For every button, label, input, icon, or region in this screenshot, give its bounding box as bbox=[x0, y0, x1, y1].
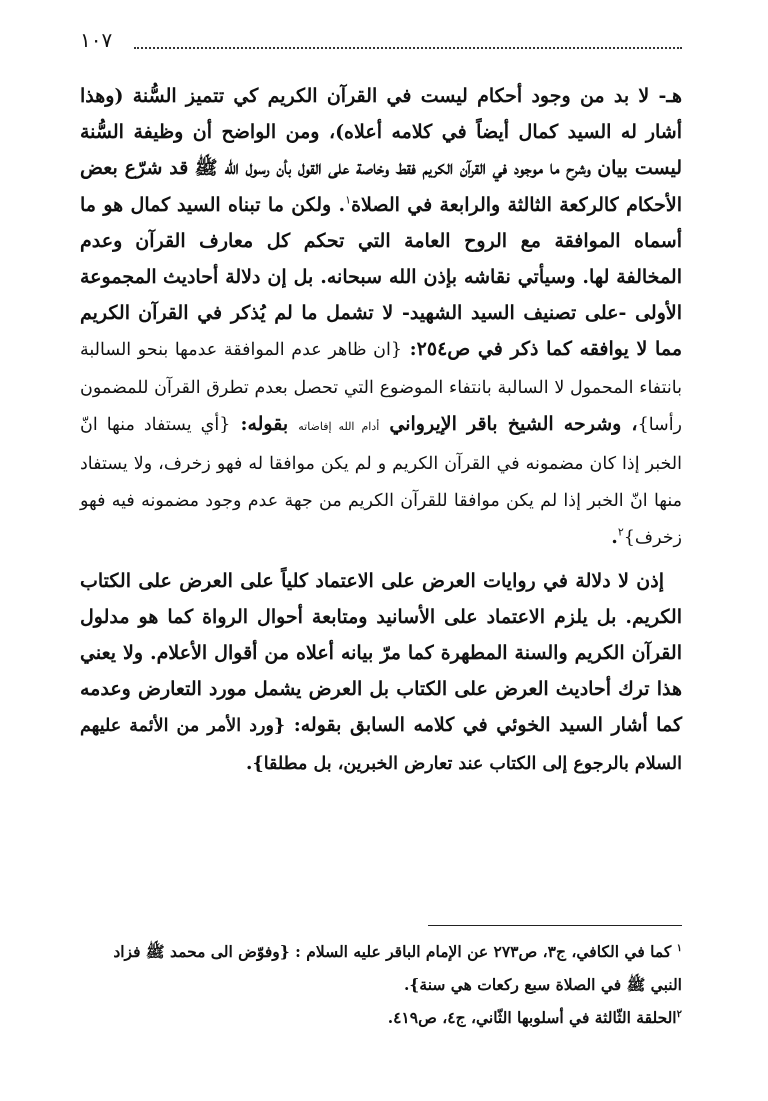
paragraph-1-line-5: كمال هو ما أسماه الموافقة مع الروح العامة التي تحكم كل معارف القرآن bbox=[80, 193, 682, 252]
paragraph-2-end: . bbox=[245, 751, 253, 774]
paragraph-1-line-1: هـ- لا بد من وجود أحكام ليست في القرآن الكريم كي تتميز السُّنة (وهذا أشار bbox=[80, 85, 682, 144]
main-text bbox=[80, 78, 682, 782]
paragraph-1-line-4b: . ولكن ما تبناه السيد bbox=[176, 193, 346, 216]
footnote-1-number: ١ bbox=[676, 942, 682, 954]
paragraph-1-line-3: وشرح ما موجود في القرآن الكريم فقط وخاصة على القول بأن رسول الله ﷺ bbox=[194, 157, 591, 180]
footnote-2-number: ٢ bbox=[676, 1008, 682, 1020]
paragraph-1-biqawlihi: بقوله: bbox=[230, 412, 299, 435]
paragraph-1 bbox=[80, 78, 682, 557]
footnote-separator bbox=[428, 925, 682, 926]
paragraph-2-text: إذن لا دلالة في روايات العرض على الاعتماد كلياً على العرض على الكتاب الكريم. بل يلزم الاعتماد على الأسانيد ومتابعة أحوال الرواة كما هو مدلول القرآن الكريم والسنة المطهرة كما مرّ بيانه أعلاه من أقوال الأعلام. ولا يعني هذا ترك أحاديث العرض على الكتاب بل العرض يشمل مورد التعارض وعدمه كما أشار السيد الخوئي في كلامه السابق بقوله: bbox=[80, 569, 682, 737]
footnote-ref-1[interactable]: ١ bbox=[345, 193, 352, 207]
page-header bbox=[80, 26, 682, 56]
paragraph-1-sharh: ، وشرحه الشيخ باقر الإيرواني bbox=[379, 412, 638, 435]
paragraph-1-line-7: المجموعة الأولى -على تصنيف السيد الشهيد- لا تشمل ما لم يُذكر في القرآن bbox=[80, 266, 682, 325]
footnote-1-text: كما في الكافي، ج٣، ص٢٧٣ عن الإمام الباقر عليه السلام : {وفوّض الى محمد ﷺ فزاد النبي ﷺ في الصلاة سبع ركعات هي سنة}. bbox=[113, 942, 682, 994]
quote-3: {ورد الأمر من الأئمة عليهم السلام بالرجوع إلى الكتاب عند تعارض الخبرين، بل مطلقا} bbox=[80, 716, 682, 774]
quote-2: {أي يستفاد منها انّ الخبر إذا كان مضمونه في القرآن الكريم و لم يكن موافقا له فهو زخرف، ولا يستفاد منها انّ الخبر إذا لم يكن موافقا للقرآن الكريم من جهة عدم وجود مضمونه فيه فهو زخرف} bbox=[80, 414, 682, 549]
paragraph-2 bbox=[80, 563, 682, 782]
paragraph-1-line-6: وعدم المخالفة لها. وسيأتي نقاشه بإذن الله سبحانه. بل إن دلالة أحاديث bbox=[80, 229, 683, 289]
quote-1: {ان ظاهر عدم الموافقة عدمها بنحو السالبة بانتفاء المحمول لا السالبة بانتفاء الموضوع التي تحصل بعدم تطرق القرآن للمضمون رأسا} bbox=[80, 340, 683, 435]
footnotes bbox=[80, 935, 682, 1034]
paragraph-1-line-8: الكريم مما لا يوافقه كما ذكر في ص٢٥٤: bbox=[80, 302, 683, 361]
footnote-2 bbox=[80, 1001, 682, 1034]
paragraph-1-line-2: له السيد كمال أيضاً في كلامه أعلاه)، ومن الواضح أن وظيفة السُّنة ليست بيان bbox=[80, 121, 682, 180]
honorific: أدام الله إفاضاته bbox=[298, 419, 380, 433]
paragraph-1-end: . bbox=[611, 526, 618, 549]
footnote-1 bbox=[80, 935, 682, 1001]
footnote-2-text: الحلقة الثّالثة في أسلوبها الثّاني، ج٤، ص٤١٩. bbox=[387, 1008, 677, 1027]
paragraph-1-line-4: قد شرّع بعض الأحكام كالركعة الثالثة والرابعة في الصلاة bbox=[80, 157, 682, 216]
header-dotted-leader bbox=[134, 47, 682, 49]
page-number: ١٠٧ bbox=[80, 28, 113, 52]
footnote-ref-2[interactable]: ٢ bbox=[617, 526, 624, 540]
